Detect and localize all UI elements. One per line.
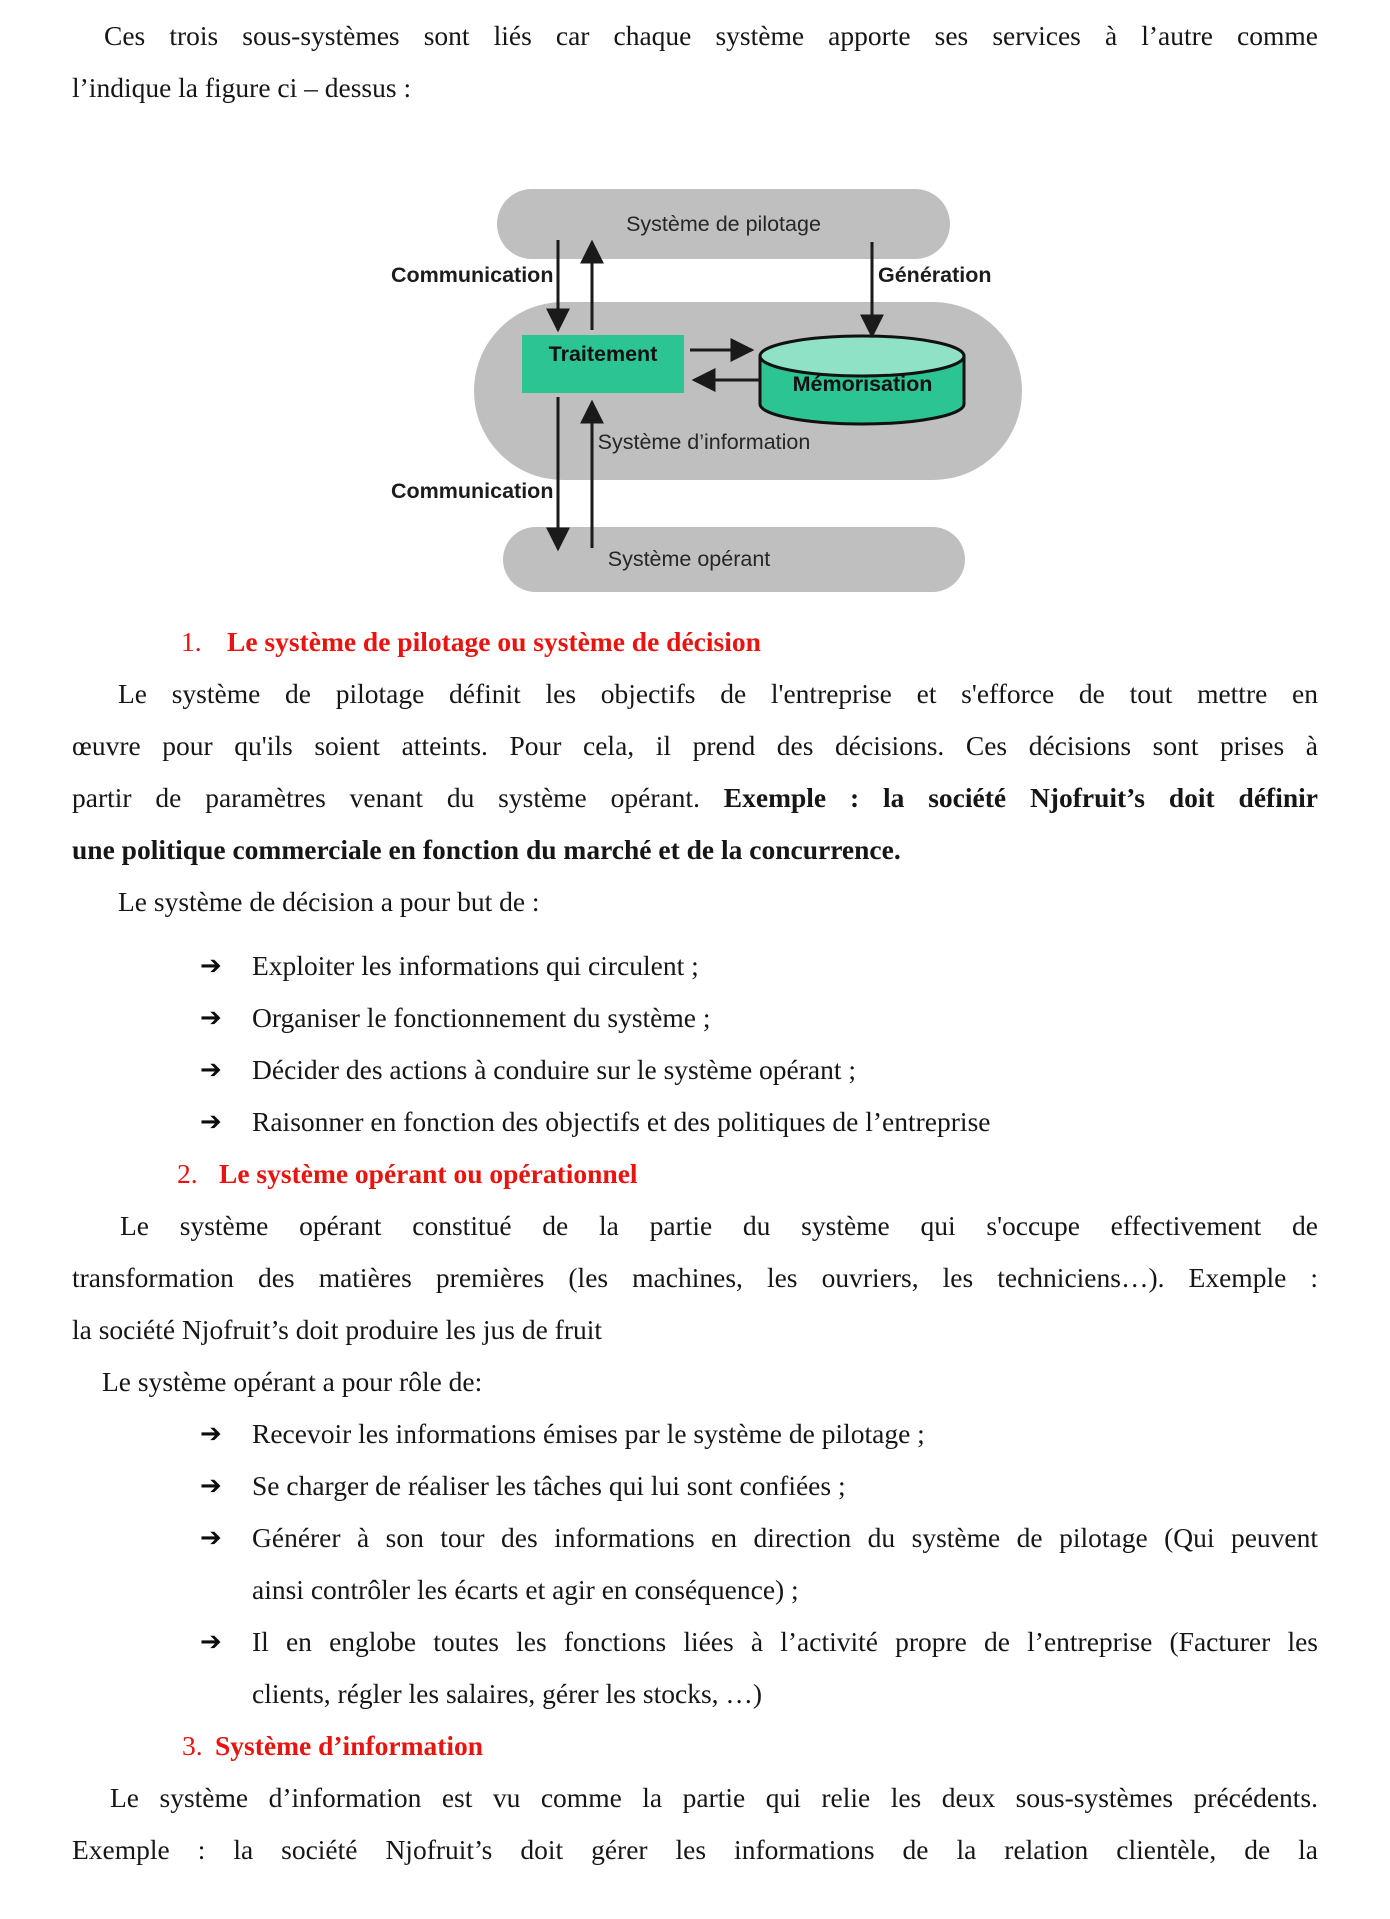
paragraph bbox=[72, 668, 1318, 876]
text-line bbox=[72, 10, 1318, 62]
text: Le système de décision a pour but de : bbox=[118, 886, 540, 917]
traitement-label: Traitement bbox=[548, 342, 658, 366]
text: Il en englobe toutes les fonctions liées à l’activité propre de l’entreprise (Facturer les bbox=[252, 1626, 1318, 1657]
arrow-bullet-icon: ➔ bbox=[200, 1471, 222, 1501]
heading-title: Le système de pilotage ou système de décision bbox=[227, 626, 761, 657]
pilotage-label: Système de pilotage bbox=[626, 211, 821, 236]
text-line bbox=[72, 62, 1318, 114]
section-heading bbox=[72, 1148, 1318, 1200]
list-item-continuation bbox=[72, 1564, 1318, 1616]
text: œuvre pour qu'ils soient atteints. Pour cela, il prend des décisions. Ces décisions sont prises à bbox=[72, 730, 1318, 761]
text: Ces trois sous-systèmes sont liés car chaque système apporte ses services à l’autre comme bbox=[104, 20, 1318, 51]
paragraph bbox=[72, 1356, 1318, 1408]
list-item bbox=[72, 1096, 1318, 1148]
heading-title: Système d’information bbox=[215, 1730, 484, 1761]
heading-number: 1. bbox=[181, 626, 202, 657]
text-line bbox=[72, 720, 1318, 772]
operant-label: Système opérant bbox=[607, 547, 771, 571]
text: Générer à son tour des informations en direction du système de pilotage (Qui peuvent bbox=[252, 1522, 1318, 1553]
information-label: Système d’information bbox=[597, 430, 811, 454]
arrow-bullet-icon: ➔ bbox=[200, 951, 222, 981]
paragraph bbox=[72, 10, 1318, 114]
text: Le système opérant a pour rôle de: bbox=[102, 1366, 483, 1397]
communication-top-label: Communication bbox=[391, 263, 554, 287]
paragraph bbox=[72, 876, 1318, 928]
bold-text: Exemple : la société Njofruit’s doit définir bbox=[723, 782, 1318, 813]
arrow-bullet-icon: ➔ bbox=[200, 1107, 222, 1137]
communication-bottom-label: Communication bbox=[391, 479, 554, 503]
text: partir de paramètres venant du système opérant. bbox=[72, 782, 724, 813]
text: Organiser le fonctionnement du système ; bbox=[252, 1002, 711, 1033]
list-item bbox=[72, 1512, 1318, 1564]
text-line bbox=[72, 876, 1318, 928]
text-line bbox=[72, 1252, 1318, 1304]
text: Exploiter les informations qui circulent ; bbox=[252, 950, 699, 981]
list-item bbox=[72, 1616, 1318, 1668]
text: Raisonner en fonction des objectifs et des politiques de l’entreprise bbox=[252, 1106, 991, 1137]
heading-line bbox=[72, 616, 1318, 668]
arrow-bullet-icon: ➔ bbox=[200, 1523, 222, 1553]
list-item bbox=[72, 940, 1318, 992]
text-line bbox=[72, 668, 1318, 720]
text: Le système d’information est vu comme la partie qui relie les deux sous-systèmes précédents. bbox=[110, 1782, 1318, 1813]
list-item bbox=[72, 1460, 1318, 1512]
heading-number: 3. bbox=[182, 1730, 203, 1761]
text: Recevoir les informations émises par le système de pilotage ; bbox=[252, 1418, 925, 1449]
text: ainsi contrôler les écarts et agir en conséquence) ; bbox=[252, 1574, 799, 1605]
arrow-bullet-icon: ➔ bbox=[200, 1627, 222, 1657]
text: la société Njofruit’s doit produire les jus de fruit bbox=[72, 1314, 603, 1345]
bold-text: une politique commerciale en fonction du marché et de la concurrence. bbox=[72, 834, 901, 865]
heading-number: 2. bbox=[177, 1158, 198, 1189]
text: Exemple : la société Njofruit’s doit gérer les informations de la relation clientèle, de la bbox=[72, 1834, 1318, 1865]
bullet-list bbox=[72, 1408, 1318, 1720]
list-item bbox=[72, 992, 1318, 1044]
arrow-bullet-icon: ➔ bbox=[200, 1419, 222, 1449]
text: Décider des actions à conduire sur le système opérant ; bbox=[252, 1054, 857, 1085]
text-line bbox=[72, 1200, 1318, 1252]
generation-label: Génération bbox=[878, 263, 992, 287]
memorisation-label: Mémorisation bbox=[792, 372, 933, 396]
text-line bbox=[72, 1356, 1318, 1408]
text-line bbox=[72, 1824, 1318, 1876]
section-heading bbox=[72, 616, 1318, 668]
list-item bbox=[72, 1408, 1318, 1460]
traitement-node bbox=[522, 335, 684, 393]
text: l’indique la figure ci – dessus : bbox=[72, 72, 412, 103]
list-item bbox=[72, 1044, 1318, 1096]
text: transformation des matières premières (les machines, les ouvriers, les techniciens…). Exemple : bbox=[72, 1262, 1318, 1293]
paragraph bbox=[72, 1200, 1318, 1356]
text-line bbox=[72, 772, 1318, 824]
list-item-continuation bbox=[72, 1668, 1318, 1720]
text: Le système opérant constitué de la partie du système qui s'occupe effectivement de bbox=[120, 1210, 1318, 1241]
text: Le système de pilotage définit les objectifs de l'entreprise et s'efforce de tout mettre en bbox=[118, 678, 1318, 709]
arrow-bullet-icon: ➔ bbox=[200, 1055, 222, 1085]
heading-title: Le système opérant ou opérationnel bbox=[219, 1158, 638, 1189]
text-line bbox=[72, 824, 1318, 876]
text-line bbox=[72, 1304, 1318, 1356]
arrow-bullet-icon: ➔ bbox=[200, 1003, 222, 1033]
bullet-list bbox=[72, 940, 1318, 1148]
section-heading bbox=[72, 1720, 1318, 1772]
text: clients, régler les salaires, gérer les stocks, …) bbox=[252, 1678, 763, 1709]
heading-line bbox=[72, 1720, 1318, 1772]
text-line bbox=[72, 1772, 1318, 1824]
paragraph bbox=[72, 1772, 1318, 1876]
heading-line bbox=[72, 1148, 1318, 1200]
text: Se charger de réaliser les tâches qui lui sont confiées ; bbox=[252, 1470, 846, 1501]
